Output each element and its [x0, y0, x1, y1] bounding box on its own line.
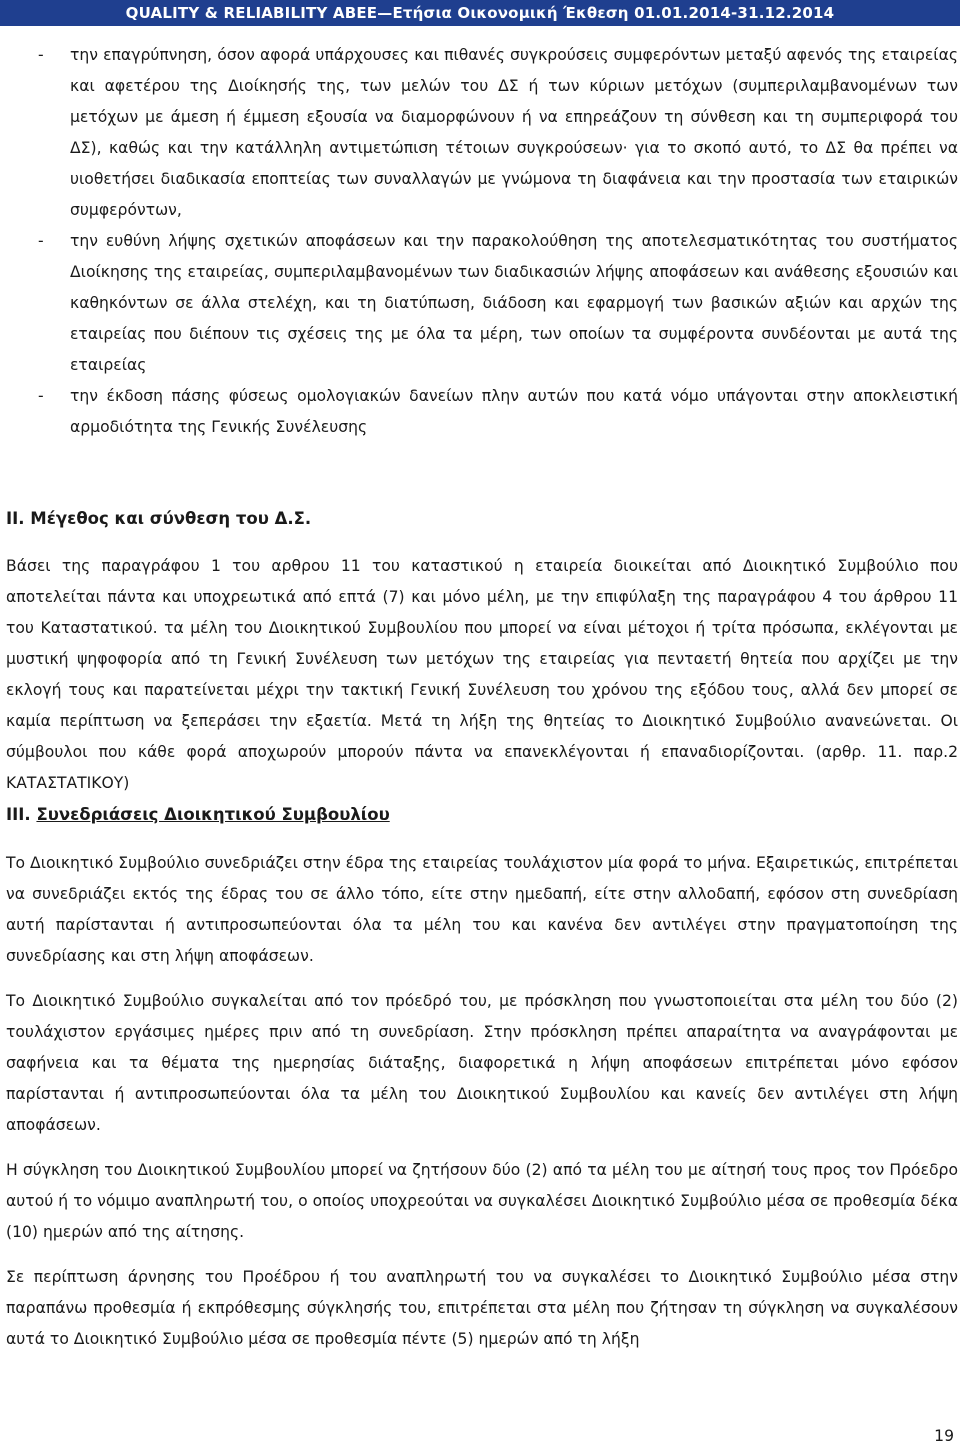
bullet-text: την έκδοση πάσης φύσεως ομολογιακών δανείων πλην αυτών που κατά νόμο υπάγονται στην αποκλειστική αρμοδιότητα της Γενικής Συνέλευσης: [70, 387, 958, 436]
page-body: [6, 40, 958, 1355]
header-title: QUALITY & RELIABILITY ABEE—Ετήσια Οικονομική Έκθεση 01.01.2014-31.12.2014: [125, 4, 835, 22]
section-2-paragraph: Βάσει της παραγράφου 1 του αρθρου 11 του καταστικού η εταιρεία διοικείται από Διοικητικό Συμβούλιο που αποτελείται πάντα και υποχρεωτικά από επτά (7) και μόνο μέλη, με την επιφύλαξη της παραγράφου 4 του άρθρου 11 του Καταστατικού. τα μέλη του Διοικητικού Συμβουλίου που μπορεί να είναι μέτοχοι ή τρίτα πρόσωπα, εκλέγονται με μυστική ψηφοφορία από τη Γενική Συνέλευση των μετόχων της εταιρείας για πενταετή θητεία που αρχίζει με την εκλογή τους και παρατείνεται μέχρι την τακτική Γενική Συνέλευση του χρόνου της εξόδου τους, αλλά δεν μπορεί σε καμία περίπτωση να ξεπεράσει την εξαετία. Μετά τη λήξη της θητείας το Διοικητικό Συμβούλιο ανανεώνεται. Οι σύμβουλοι που κάθε φορά αποχωρούν μπορούν πάντα να επανεκλέγονται ή επαναδιορίζονται. (αρθρ. 11. παρ.2 ΚΑΤΑΣΤΑΤΙΚΟΥ): [6, 557, 958, 792]
bullet-item: [6, 381, 958, 443]
bullet-dash: -: [38, 46, 44, 64]
section-3-heading: [6, 799, 958, 830]
bullet-text: την επαγρύπνηση, όσον αφορά υπάρχουσες και πιθανές συγκρούσεις συμφερόντων μεταξύ αφενός της εταιρείας και αφετέρου της Διοίκησής της, των μελών του ΔΣ ή των κύριων μετόχων (συμπεριλαμβανομένων των μετόχων με άμεση ή έμμεση εξουσία να διαμορφώνουν ή να επηρεάζουν τη σύνθεση και τη συμπεριφορά του ΔΣ), καθώς και την κατάλληλη αντιμετώπιση τέτοιων συγκρούσεων· για το σκοπό αυτό, το ΔΣ θα πρέπει να υιοθετήσει διαδικασία εποπτείας των συναλλαγών με γνώμονα τη διαφάνεια και την προστασία των εταιρικών συμφερόντων,: [70, 46, 958, 219]
bullet-dash: -: [38, 232, 44, 250]
section-3-paragraph: Το Διοικητικό Συμβούλιο συνεδριάζει στην έδρα της εταιρείας τουλάχιστον μία φορά το μήνα. Εξαιρετικώς, επιτρέπεται να συνεδριάζει εκτός της έδρας του σε άλλο τόπο, είτε στην ημεδαπή, είτε στην αλλοδαπή, εφόσον στη συνεδρίαση αυτή παρίστανται ή αντιπροσωπεύονται όλα τα μέλη του και κανένα δεν αντιλέγει στην πραγματοποίηση της συνεδρίασης και στη λήψη αποφάσεων.: [6, 854, 958, 965]
section-3-title: Συνεδριάσεις Διοικητικού Συμβουλίου: [36, 805, 390, 824]
section-2-heading: II. Μέγεθος και σύνθεση του Δ.Σ.: [6, 509, 312, 528]
section-3-paragraph: Σε περίπτωση άρνησης του Προέδρου ή του αναπληρωτή του να συγκαλέσει το Διοικητικό Συμβούλιο μέσα στην παραπάνω προθεσμία ή εκπρόθεσμης σύγκλησής του, επιτρέπεται στα μέλη που ζήτησαν τη σύγκληση να συγκαλέσουν αυτά το Διοικητικό Συμβούλιο μέσα σε προθεσμία πέντε (5) ημερών από τη λήξη: [6, 1268, 958, 1348]
document-header: [0, 0, 960, 26]
section-3-numeral: III.: [6, 805, 37, 824]
bullet-dash: -: [38, 387, 44, 405]
section-3-paragraph: Το Διοικητικό Συμβούλιο συγκαλείται από τον πρόεδρό του, με πρόσκληση που γνωστοποιείται στα μέλη του δύο (2) τουλάχιστον εργάσιμες ημέρες πριν από τη συνεδρίαση. Στην πρόσκληση πρέπει απαραίτητα να αναγράφονται με σαφήνεια και τα θέματα της ημερησίας διάταξης, διαφορετικά η λήψη αποφάσεων επιτρέπεται μόνο εφόσον παρίστανται ή αντιπροσωπεύονται όλα τα μέλη του Διοικητικού Συμβουλίου και κανείς δεν αντιλέγει στη λήψη αποφάσεων.: [6, 992, 958, 1134]
bullet-text: την ευθύνη λήψης σχετικών αποφάσεων και την παρακολούθηση της αποτελεσματικότητας του συστήματος Διοίκησης της εταιρείας, συμπεριλαμβανομένων των διαδικασιών λήψης αποφάσεων και ανάθεσης εξουσιών και καθηκόντων σε άλλα στελέχη, και τη διατύπωση, διάδοση και εφαρμογή των βασικών αξιών και αρχών της εταιρείας που διέπουν τις σχέσεις της με όλα τα μέρη, των οποίων τα συμφέροντα συνδέονται με αυτά της εταιρείας: [70, 232, 958, 374]
section-3-paragraph: Η σύγκληση του Διοικητικού Συμβουλίου μπορεί να ζητήσουν δύο (2) από τα μέλη του με αίτησή τους προς τον Πρόεδρο αυτού ή το νόμιμο αναπληρωτή του, ο οποίος υποχρεούται να συγκαλέσει Διοικητικό Συμβούλιο μέσα σε προθεσμία δέκα (10) ημερών από της αίτησης.: [6, 1161, 958, 1241]
bullet-item: [6, 40, 958, 226]
bullet-item: [6, 226, 958, 381]
page-number: 19: [934, 1427, 954, 1445]
